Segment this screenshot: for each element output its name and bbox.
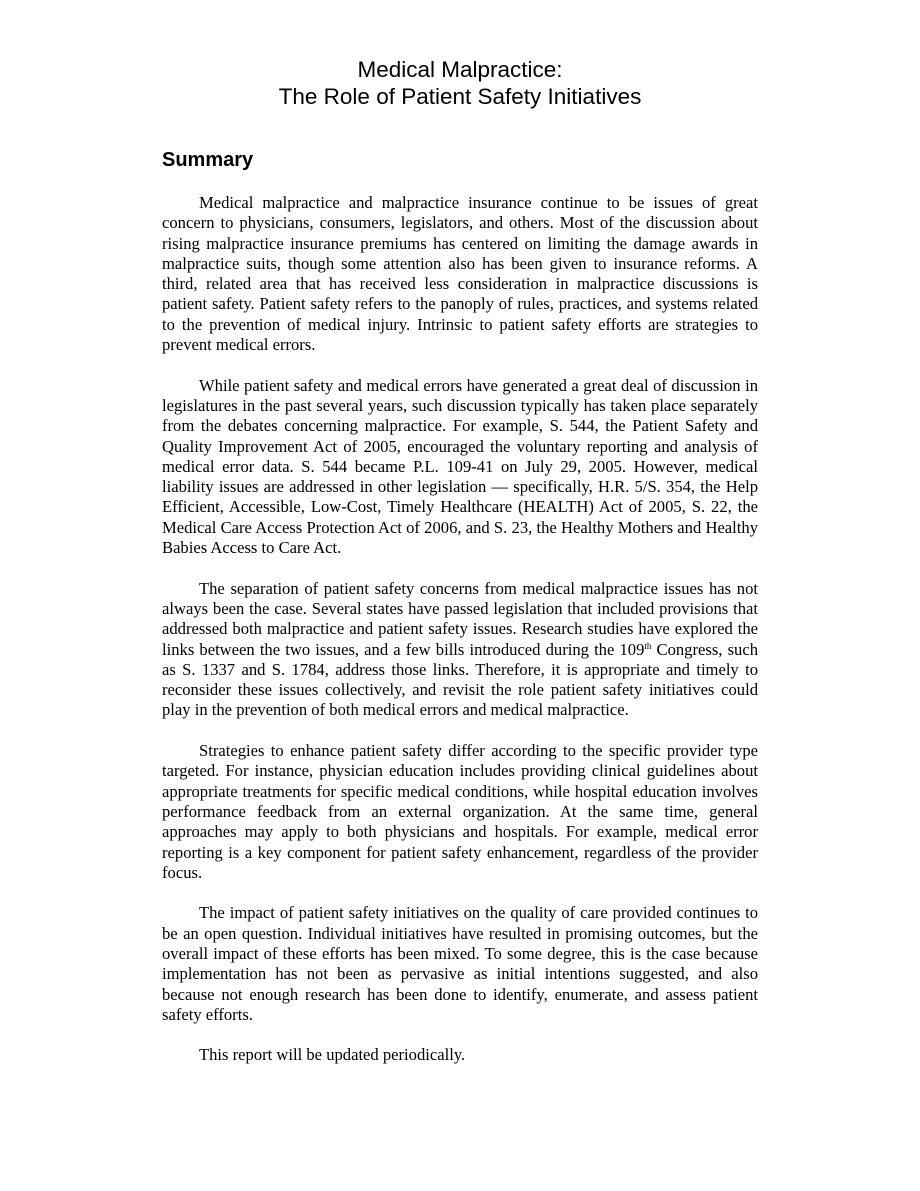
section-heading: Summary [162,149,254,171]
paragraph-4: Strategies to enhance patient safety differ according to the specific provider type targeted. For instance, physician education includes providing clinical guidelines about appropriate treatments for specific medical conditions, while hospital education involves performance feedback from an external organization. At the same time, general approaches may apply to both physicians and hospitals. For example, medical error reporting is a key component for patient safety enhancement, regardless of the provider focus. [162,741,758,882]
paragraph-6: This report will be updated periodically. [199,1045,466,1065]
summary-body [162,193,758,1066]
paragraph-3-text-before: The separation of patient safety concerns from medical malpractice issues has not always been the case. Several states have passed legislation that included provisions that addressed both malpractice and patient safety issues. Research studies have explored the links between the two issues, and a few bills introduced during the 109 [162,578,758,659]
paragraph-1: Medical malpractice and malpractice insurance continue to be issues of great concern to physicians, consumers, legislators, and others. Most of the discussion about rising malpractice insurance premiums has centered on limiting the damage awards in malpractice suits, though some attention also has been given to insurance reforms. A third, related area that has received less consideration in malpractice discussions is patient safety. Patient safety refers to the panoply of rules, practices, and systems related to the prevention of medical injury. Intrinsic to patient safety efforts are strategies to prevent medical errors. [162,193,758,355]
paragraph-3-text-after: Congress, such as S. 1337 and S. 1784, address those links. Therefore, it is appropriate and timely to reconsider these issues collectively, and revisit the role patient safety initiatives could play in the prevention of both medical errors and medical malpractice. [162,639,758,720]
title-line-1: Medical Malpractice: [357,57,563,82]
paragraph-2: While patient safety and medical errors have generated a great deal of discussion in legislatures in the past several years, such discussion typically has taken place separately from the debates concerning malpractice. For example, S. 544, the Patient Safety and Quality Improvement Act of 2005, encouraged the voluntary reporting and analysis of medical error data. S. 544 became P.L. 109-41 on July 29, 2005. However, medical liability issues are addressed in other legislation — specifically, H.R. 5/S. 354, the Help Efficient, Accessible, Low-Cost, Timely Healthcare (HEALTH) Act of 2005, S. 22, the Medical Care Access Protection Act of 2006, and S. 23, the Healthy Mothers and Healthy Babies Access to Care Act. [162,375,758,558]
ordinal-superscript: th [644,640,652,651]
paragraph-5: The impact of patient safety initiatives on the quality of care provided continues to be an open question. Individual initiatives have resulted in promising outcomes, but the overall impact of these efforts has been mixed. To some degree, this is the case because implementation has not been as pervasive as initial intentions suggested, and also because not enough research has been done to identify, enumerate, and assess patient safety efforts. [162,903,758,1024]
title-line-2: The Role of Patient Safety Initiatives [278,84,642,109]
document-title [0,56,920,110]
paragraph-3 [162,579,758,721]
